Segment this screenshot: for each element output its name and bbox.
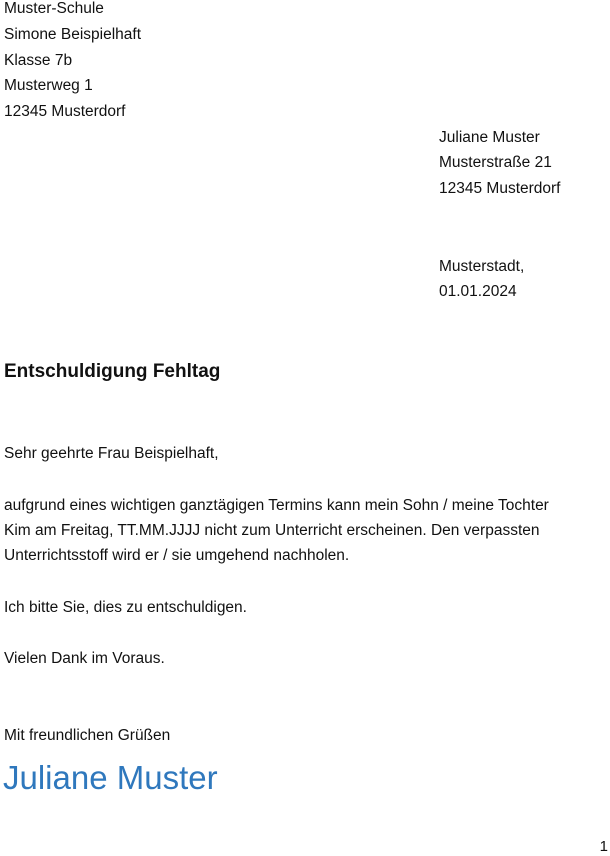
request-paragraph: Ich bitte Sie, dies zu entschuldigen. [4, 599, 247, 616]
signature: Juliane Muster [3, 759, 218, 796]
closing-phrase: Mit freundlichen Grüßen [4, 727, 171, 744]
date-place: Musterstadt, [439, 258, 525, 275]
paragraph-line: Kim am Freitag, TT.MM.JJJJ nicht zum Unterricht erscheinen. Den verpassten [4, 522, 540, 539]
sender-line: Musterweg 1 [4, 77, 93, 94]
salutation: Sehr geehrte Frau Beispielhaft, [4, 445, 219, 462]
subject-line: Entschuldigung Fehltag [4, 361, 221, 382]
sender-line: 12345 Musterdorf [4, 103, 126, 120]
date-value: 01.01.2024 [439, 283, 517, 300]
recipient-line: 12345 Musterdorf [439, 180, 561, 197]
thanks-paragraph: Vielen Dank im Voraus. [4, 650, 165, 667]
paragraph-line: Unterrichtsstoff wird er / sie umgehend nachholen. [4, 547, 350, 564]
recipient-line: Musterstraße 21 [439, 154, 552, 171]
paragraph-line: aufgrund eines wichtigen ganztägigen Termins kann mein Sohn / meine Tochter [4, 497, 549, 514]
sender-line: Simone Beispielhaft [4, 26, 141, 43]
sender-line: Klasse 7b [4, 52, 73, 69]
sender-line: Muster-Schule [4, 0, 104, 17]
recipient-line: Juliane Muster [439, 129, 540, 146]
page-number: 1 [599, 838, 608, 855]
